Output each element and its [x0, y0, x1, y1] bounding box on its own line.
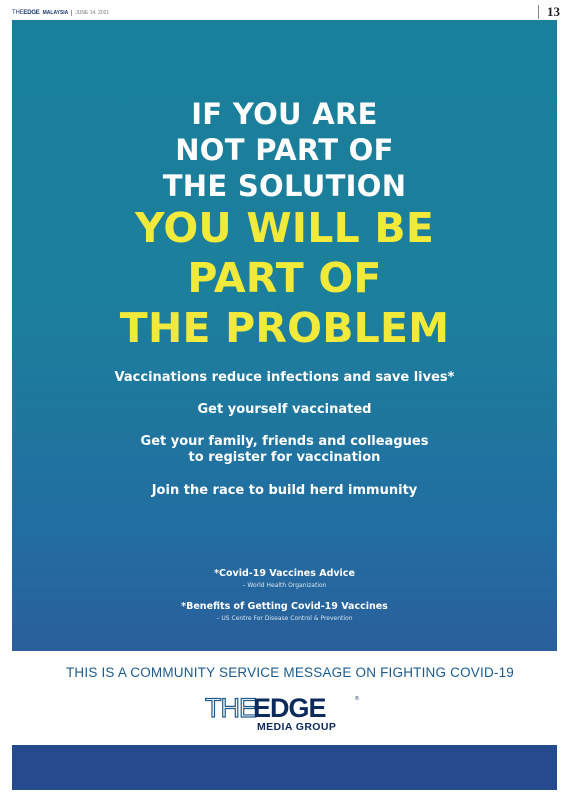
- the-edge-media-group-logo: [205, 695, 375, 735]
- logo-media-group: MEDIA GROUP: [257, 721, 337, 733]
- masthead-logo: THEEDGE: [12, 10, 40, 16]
- logo-the: THE: [205, 693, 256, 723]
- masthead-date: JUNE 14, 2021: [75, 10, 110, 16]
- headline-white-line: THE SOLUTION: [162, 169, 407, 203]
- message-line: to register for vaccination: [188, 450, 381, 465]
- source-title-cdc: *Benefits of Getting Covid-19 Vaccines: [181, 601, 388, 612]
- logo-edge: EDGE: [253, 693, 326, 723]
- headline-white-line: NOT PART OF: [175, 133, 394, 167]
- headline-white-line: IF YOU ARE: [191, 97, 378, 131]
- page-number: 13: [547, 4, 560, 19]
- message-herd-immunity: Join the race to build herd immunity: [151, 483, 418, 498]
- message-family-register: [12, 434, 557, 466]
- headline-yellow-line: PART OF: [187, 254, 382, 302]
- masthead: [12, 7, 109, 19]
- logo-registered-mark: ®: [355, 696, 359, 702]
- headline-yellow-line: THE PROBLEM: [119, 304, 450, 352]
- source-title-who: *Covid-19 Vaccines Advice: [214, 568, 355, 579]
- headline-yellow-line: YOU WILL BE: [134, 204, 435, 252]
- source-subtitle-cdc: – US Centre For Disease Control & Prevention: [216, 615, 353, 622]
- message-vaccinations: Vaccinations reduce infections and save lives*: [114, 370, 455, 385]
- page-divider: [538, 5, 539, 19]
- footer-band: [12, 745, 557, 790]
- headline-yellow: [12, 203, 557, 353]
- message-line: Get your family, friends and colleagues: [140, 434, 429, 449]
- community-service-message: THIS IS A COMMUNITY SERVICE MESSAGE ON FIGHTING COVID-19: [65, 665, 515, 680]
- masthead-publication: MALAYSIA: [42, 10, 69, 16]
- masthead-separator: [71, 10, 72, 16]
- poster-panel: [12, 20, 557, 651]
- source-subtitle-who: – World Health Organization: [242, 582, 327, 589]
- message-get-vaccinated: Get yourself vaccinated: [197, 402, 372, 417]
- headline-white: [12, 96, 557, 204]
- page-number-area: [538, 4, 560, 20]
